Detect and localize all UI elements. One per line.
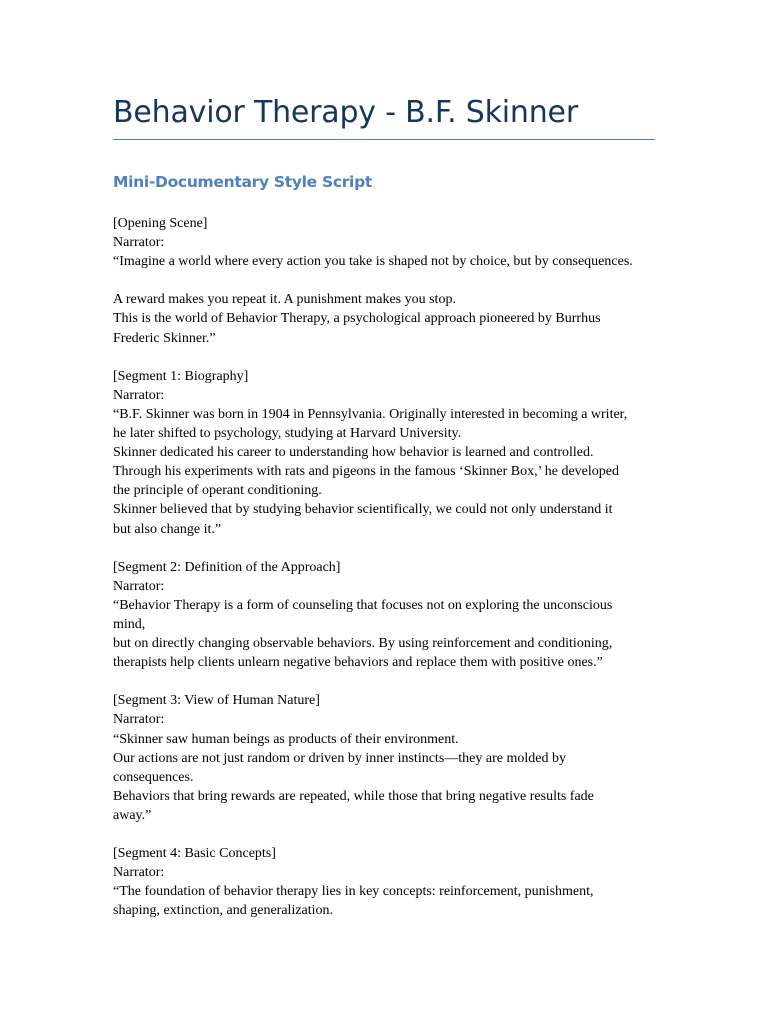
script-line: but also change it.” — [113, 521, 222, 537]
title-divider — [113, 139, 655, 140]
script-line: Behaviors that bring rewards are repeated, while those that bring negative results fade — [113, 788, 594, 804]
script-line: the principle of operant conditioning. — [113, 483, 322, 499]
script-line: shaping, extinction, and generalization. — [113, 903, 334, 919]
script-line — [113, 825, 655, 844]
script-line: This is the world of Behavior Therapy, a psychological approach pioneered by Burrhus — [113, 311, 601, 327]
script-line: “Skinner saw human beings as products of their environment. — [113, 731, 459, 747]
script-line: A reward makes you repeat it. A punishment makes you stop. — [113, 292, 456, 308]
script-line: therapists help clients unlearn negative behaviors and replace them with positive ones.” — [113, 655, 603, 671]
script-line — [113, 672, 655, 691]
document-title: Behavior Therapy - B.F. Skinner — [113, 95, 578, 130]
script-line: mind, — [113, 616, 146, 632]
script-line: Narrator: — [113, 865, 165, 881]
script-line — [113, 348, 655, 367]
script-line: he later shifted to psychology, studying at Harvard University. — [113, 426, 462, 442]
script-line: Narrator: — [113, 712, 165, 728]
script-line: consequences. — [113, 769, 194, 785]
script-line: [Segment 2: Definition of the Approach] — [113, 559, 341, 575]
script-line: but on directly changing observable behaviors. By using reinforcement and conditioning, — [113, 636, 613, 652]
script-line: Frederic Skinner.” — [113, 330, 216, 346]
script-line: Through his experiments with rats and pigeons in the famous ‘Skinner Box,’ he developed — [113, 464, 619, 480]
script-line: Skinner dedicated his career to understanding how behavior is learned and controlled. — [113, 445, 594, 461]
script-line — [113, 539, 655, 558]
script-line: [Segment 1: Biography] — [113, 368, 249, 384]
script-line: Narrator: — [113, 235, 165, 251]
script-line: [Segment 3: View of Human Nature] — [113, 693, 320, 709]
script-line: Skinner believed that by studying behavior scientifically, we could not only understand it — [113, 502, 613, 518]
script-line: [Segment 4: Basic Concepts] — [113, 846, 276, 862]
script-line: “The foundation of behavior therapy lies in key concepts: reinforcement, punishment, — [113, 884, 594, 900]
script-body — [113, 214, 655, 920]
script-line: Narrator: — [113, 578, 165, 594]
script-line: Our actions are not just random or driven by inner instincts—they are molded by — [113, 750, 566, 766]
script-line: away.” — [113, 807, 152, 823]
script-line: “Imagine a world where every action you take is shaped not by choice, but by consequences. — [113, 254, 633, 270]
script-line: [Opening Scene] — [113, 216, 208, 231]
script-line: “B.F. Skinner was born in 1904 in Pennsylvania. Originally interested in becoming a writer, — [113, 406, 628, 422]
script-line: Narrator: — [113, 387, 165, 403]
script-line: “Behavior Therapy is a form of counseling that focuses not on exploring the unconscious — [113, 597, 613, 613]
document-subtitle: Mini-Documentary Style Script — [113, 173, 372, 191]
script-line — [113, 271, 655, 290]
